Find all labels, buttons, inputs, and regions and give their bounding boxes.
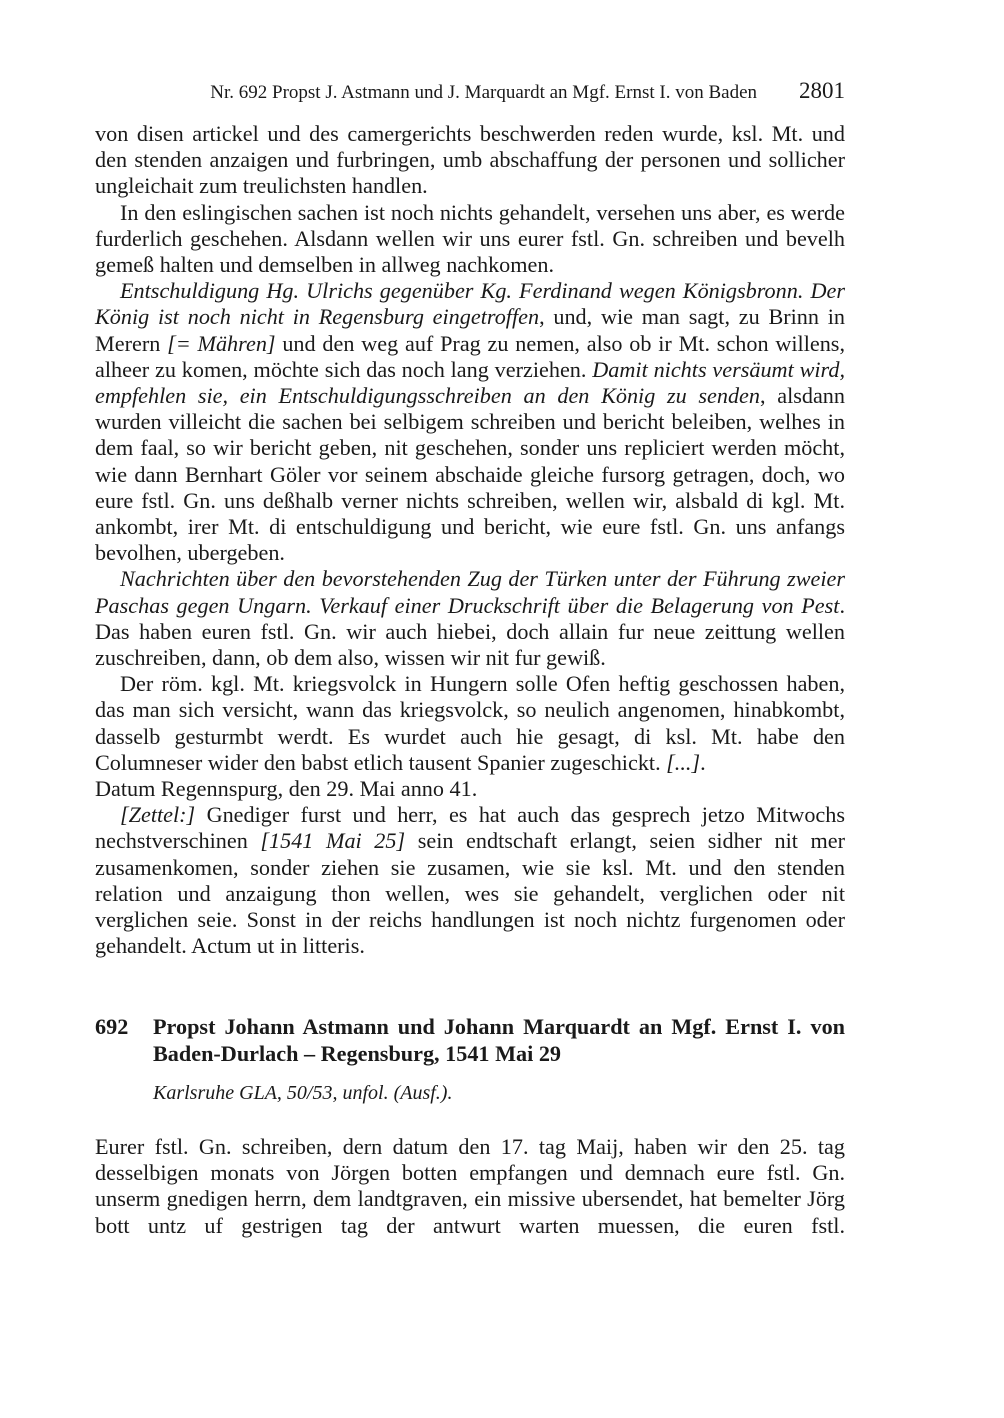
editorial-summary: Entschuldigung Hg. Ulrichs gegenüber Kg. Ferdinand wegen Königsbronn. Der König ist noch nicht in Regensburg eingetroffen <box>95 278 845 330</box>
source-reference: Karlsruhe GLA, 50/53, unfol. (Ausf.). <box>153 1082 453 1104</box>
editorial-note: [1541 Mai 25] <box>260 828 406 854</box>
paragraph: Eurer fstl. Gn. schreiben, dern datum den 17. tag Maij, haben wir den 25. tag desselbigen monats von Jörgen botten empfangen und demnach eure fstl. Gn. unserm gnedigen herrn, dem landtgraven, ein missive ubersendet, hat bemelter Jörg bott untz uf gestrigen tag der antwurt warten muessen, die euren fstl. <box>95 1134 845 1238</box>
document-heading <box>95 1014 845 1067</box>
paragraph: Nachrichten über den bevorstehenden Zug der Türken unter der Führung zweier Paschas gegen Ungarn. Verkauf einer Druckschrift über die Belagerung von Pest. Das haben euren fstl. Gn. wir auch hiebei, doch allain fur neue zeittung wellen zuschreiben, dann, ob dem also, wissen wir nit fur gewiß. <box>95 566 845 671</box>
page-header <box>95 78 845 108</box>
continuation-text <box>95 121 845 960</box>
editorial-summary: Damit nichts versäumt wird, empfehlen sie, ein Entschuldigungsschreiben an den König zu senden <box>95 356 845 409</box>
paragraph: von disen artickel und des camergerichts beschwerden reden wurde, ksl. Mt. und den stenden anzaigen und furbringen, umb abschaffung der personen und sollicher ungleichait zum treulichsten handlen. <box>95 121 845 199</box>
document-number: 692 <box>95 1014 129 1039</box>
editorial-summary: Nachrichten über den bevorstehenden Zug der Türken unter der Führung zweier Paschas gegen Ungarn. Verkauf einer Druckschrift über die Belagerung von Pest <box>95 566 845 618</box>
editorial-omission: [...] <box>666 749 701 775</box>
paragraph: Der röm. kgl. Mt. kriegsvolck in Hungern solle Ofen heftig geschossen haben, das man sich versicht, wann das kriegsvolck, so neulich angenomen, hinabkombt, dasselb gesturmbt werdt. Es wurdet auch hie gesagt, di ksl. Mt. habe den Columneser wider den babst etlich tausent Spanier zugeschickt. [...]. <box>95 671 845 775</box>
paragraph: In den eslingischen sachen ist noch nichts gehandelt, versehen uns aber, es werde furderlich geschehen. Alsdann wellen wir uns eurer fstl. Gn. schreiben und bevelh gemeß halten und demselben in allweg nachkomen. <box>95 199 845 278</box>
page-number: 2801 <box>799 78 845 103</box>
paragraph: Entschuldigung Hg. Ulrichs gegenüber Kg. Ferdinand wegen Königsbronn. Der König ist noch nicht in Regensburg eingetroffen, und, wie man sagt, zu Brinn in Merern [= Mähren] und den weg auf Prag zu nemen, also ob ir Mt. schon willens, alheer zu komen, möchte sich das noch lang verziehen. Damit nichts versäumt wird, empfehlen sie, ein Entschuldigungsschreiben an den König zu senden, alsdann wurden villeicht die sachen bei selbigem schreiben und bericht beleiben, welhes in dem faal, so wir bericht geben, nit geschehen, sonder uns repliciert werden möcht, wie dann Bernhart Göler vor seinem abschaide gleiche fursorg getragen, doch, wo eure fstl. Gn. uns deßhalb verner nichts schreiben, wellen wir, alsbald di kgl. Mt. ankombt, irer Mt. di entschuldigung und bericht, wie eure fstl. Gn. uns anfangs bevolhen, ubergeben. <box>95 278 845 566</box>
editorial-note: [Zettel:] <box>120 802 196 828</box>
document-title: Propst Johann Astmann und Johann Marquardt an Mgf. Ernst I. von Baden-Durlach – Regensburg, 1541 Mai 29 <box>153 1014 845 1066</box>
editorial-note: [= Mähren] <box>167 330 276 356</box>
running-title: Nr. 692 Propst J. Astmann und J. Marquardt an Mgf. Ernst I. von Baden <box>210 82 757 103</box>
paragraph: [Zettel:] Gnediger furst und herr, es hat auch das gesprech jetzo Mitwochs nechstverschinen [1541 Mai 25] sein endtschaft erlangt, seien sidher nit mer zusamenkomen, sonder ziehen sie zusamen, wie sie ksl. Mt. und den stenden relation und anzaigung thon wellen, wes sie gehandelt, verglichen oder nit verglichen seie. Sonst in der reichs handlungen ist noch nichtz furgenomen oder gehandelt. Actum ut in litteris. <box>95 802 845 959</box>
date-line: Datum Regennspurg, den 29. Mai anno 41. <box>95 776 478 802</box>
document-body <box>95 1134 845 1239</box>
